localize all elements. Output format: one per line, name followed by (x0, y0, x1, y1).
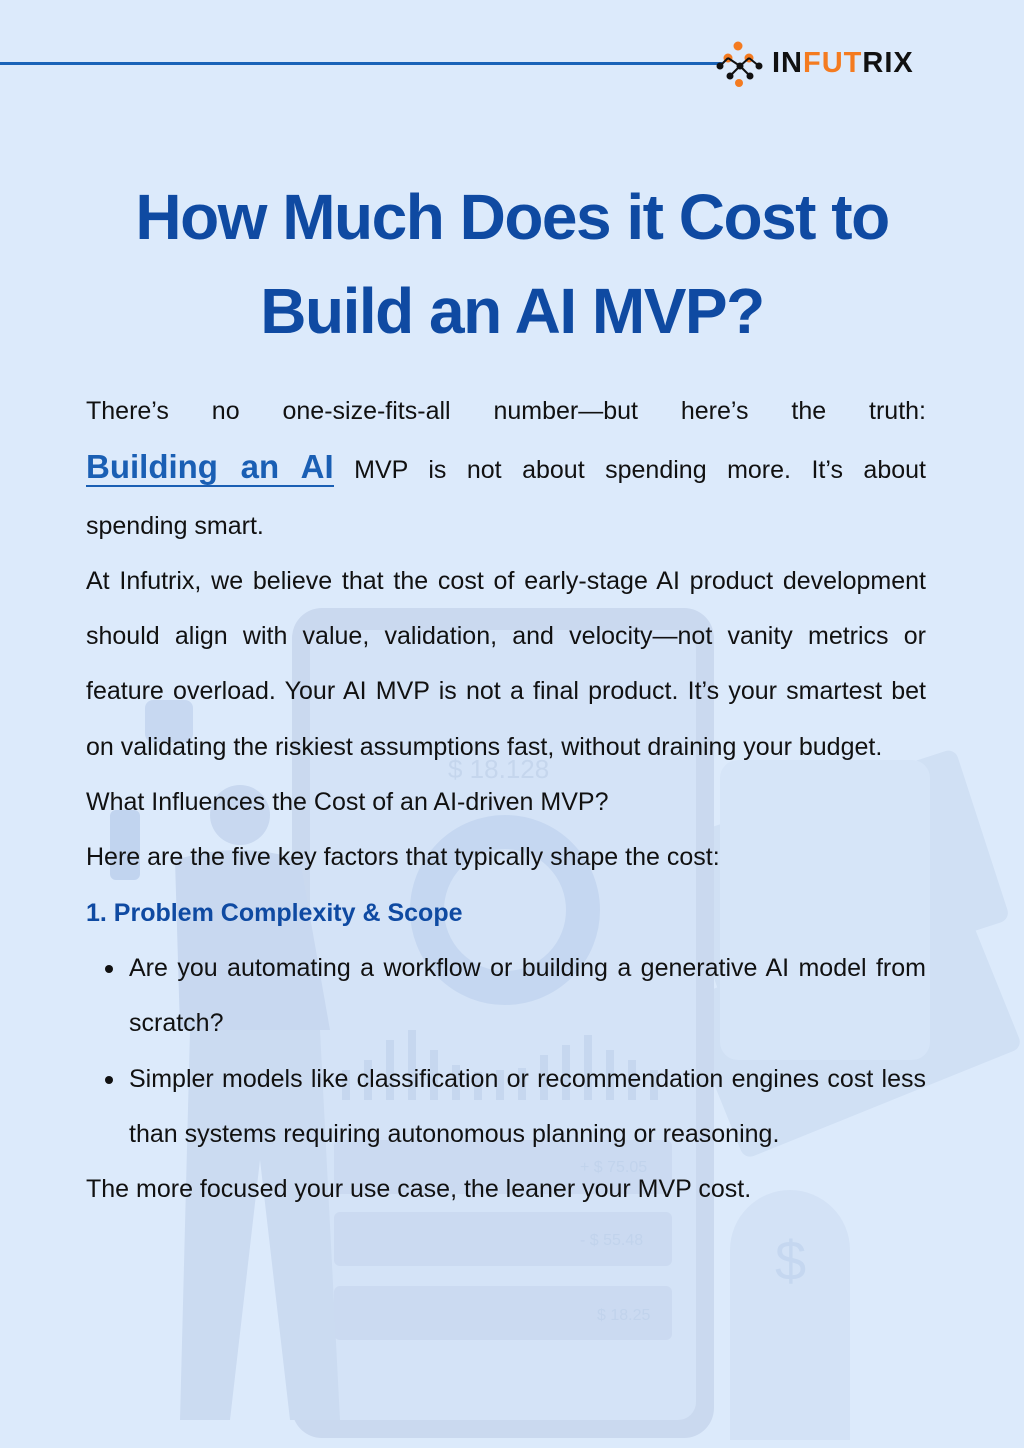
article-body (86, 384, 926, 1217)
building-ai-link[interactable]: Building an AI (86, 448, 334, 486)
intro-line-3: spending smart. (86, 511, 264, 540)
bullet-icon (105, 965, 113, 973)
list-item: Are you automating a workflow or building a generative AI model from scratch? (129, 941, 926, 1052)
dollar-icon: $ (775, 1229, 807, 1292)
page-title (60, 170, 964, 358)
title-line-1: How Much Does it Cost to (135, 181, 889, 253)
question-heading: What Influences the Cost of an AI-driven MVP? (86, 788, 609, 817)
bullet-icon (105, 1076, 113, 1084)
header-rule (0, 62, 722, 65)
lead-in-text: Here are the five key factors that typically shape the cost: (86, 843, 720, 872)
closing-line: The more focused your use case, the leaner your MVP cost. (86, 1175, 752, 1204)
logo-mark-icon (714, 38, 766, 88)
section-heading-1: 1. Problem Complexity & Scope (86, 898, 463, 927)
intro-line-1: There’s no one-size-fits-all number—but here’s the truth: (86, 397, 926, 425)
tx-amount-2: - $ 55.48 (580, 1232, 644, 1249)
tx-amount-1: + $ 75.05 (580, 1159, 648, 1176)
intro-paragraph (86, 384, 926, 554)
section1-bullet-list (86, 941, 926, 1162)
intro-line-2: Building an AI MVP is not about spending more. It’s about (86, 448, 926, 486)
philosophy-paragraph: At Infutrix, we believe that the cost of early-stage AI product development should align with value, validation, and velocity—not vanity metrics or feature overload. Your AI MVP is not a final product. It’s your smartest bet on validating the riskiest assumptions fast, without draining your budget. (86, 566, 926, 761)
phone-balance: $ 18.128 (448, 754, 550, 784)
tx-amount-3: $ 18.25 (597, 1307, 651, 1324)
brand-logo[interactable] (714, 38, 914, 88)
list-item: Simpler models like classification or recommendation engines cost less than systems requiring autonomous planning or reasoning. (129, 1052, 926, 1163)
logo-wordmark: INFUTRIX (772, 46, 914, 79)
title-line-2: Build an AI MVP? (260, 275, 764, 347)
